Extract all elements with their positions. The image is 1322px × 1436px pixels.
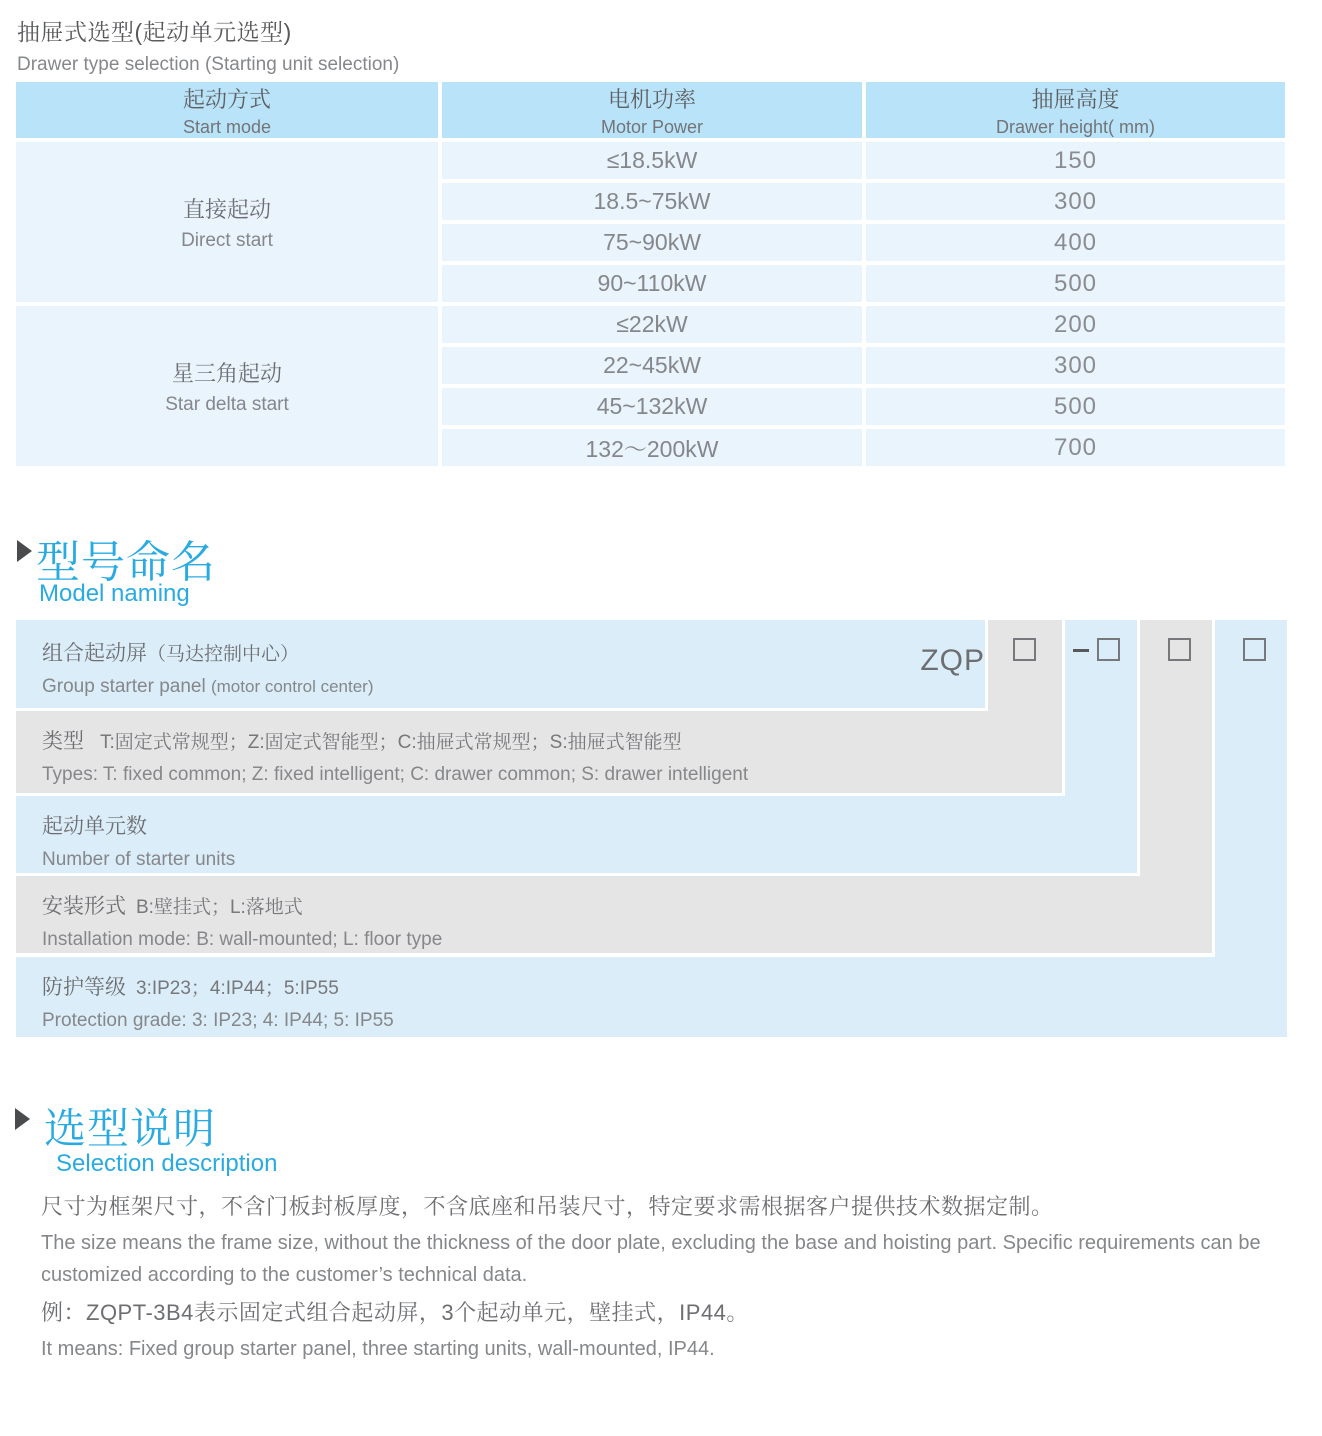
header-start-mode-zh: 起动方式 xyxy=(182,86,271,112)
power-cell: 75~90kW xyxy=(442,224,862,261)
power-cell: 132～200kW xyxy=(442,429,862,466)
power-cell: 22~45kW xyxy=(442,347,862,384)
model-code-prefix: ZQP xyxy=(920,644,985,677)
section-bullet-icon xyxy=(15,1108,30,1130)
mode-star-delta-en: Star delta start xyxy=(165,393,289,415)
table-header-drawer-height xyxy=(866,82,1285,138)
height-cell: 300 xyxy=(866,347,1285,384)
power-cell: ≤18.5kW xyxy=(442,142,862,179)
code-box-installation-icon xyxy=(1168,638,1191,661)
power-cell: 18.5~75kW xyxy=(442,183,862,220)
row1-en: Group starter panel (motor control center) xyxy=(42,676,374,697)
section-bullet-icon xyxy=(17,540,32,562)
table-header-start-mode xyxy=(16,82,438,138)
table-header-motor-power xyxy=(442,82,862,138)
drawer-selection-table xyxy=(16,82,1285,466)
header-drawer-height-zh: 抽屉高度 xyxy=(1031,86,1120,112)
diagram-row-type xyxy=(16,711,1062,793)
height-cell: 400 xyxy=(866,224,1285,261)
code-box-units-icon xyxy=(1097,638,1120,661)
mode-star-delta-zh: 星三角起动 xyxy=(171,360,282,386)
row1-en-sub: (motor control center) xyxy=(210,677,374,696)
mode-cell-direct-start xyxy=(16,142,438,302)
page-title-en: Drawer type selection (Starting unit selection) xyxy=(17,54,400,75)
height-cell: 300 xyxy=(866,183,1285,220)
row2-zh: 类型 T:固定式常规型；Z:固定式智能型；C:抽屉式常规型；S:抽屉式智能型 xyxy=(42,730,682,753)
code-column-type xyxy=(988,620,1062,711)
model-naming-heading-en: Model naming xyxy=(39,580,190,607)
mode-cell-star-delta xyxy=(16,306,438,466)
desc-line2-zh: 例：ZQPT-3B4表示固定式组合起动屏，3个起动单元，壁挂式，IP44。 xyxy=(41,1300,749,1325)
selection-description-body xyxy=(41,1190,1293,1370)
diagram-row-starter-units xyxy=(16,796,1137,873)
desc-line1-en: The size means the frame size, without the thickness of the door plate, excluding the base and hoisting part. Specific requirements can be customized according to the customer’s technical data. xyxy=(41,1232,1261,1286)
selection-description-heading-en: Selection description xyxy=(56,1150,278,1177)
desc-line2-en: It means: Fixed group starter panel, three starting units, wall-mounted, IP44. xyxy=(41,1338,715,1360)
diagram-row-installation-mode xyxy=(16,876,1212,953)
row5-zh-detail: 3:IP23；4:IP44；5:IP55 xyxy=(136,978,339,999)
header-start-mode-en: Start mode xyxy=(182,116,272,137)
row4-en: Installation mode: B: wall-mounted; L: floor type xyxy=(42,929,443,950)
header-drawer-height-en: Drawer height( mm) xyxy=(995,116,1156,137)
code-box-protection-icon xyxy=(1243,638,1266,661)
height-cell: 700 xyxy=(866,429,1285,466)
code-column-protection xyxy=(1215,620,1287,957)
code-box-type-icon xyxy=(1013,638,1036,661)
row2-en: Types: T: fixed common; Z: fixed intelligent; C: drawer common; S: drawer intelligent xyxy=(42,764,749,785)
row1-zh: 组合起动屏（马达控制中心） xyxy=(42,642,300,665)
row2-zh-detail: T:固定式常规型；Z:固定式智能型；C:抽屉式常规型；S:抽屉式智能型 xyxy=(100,732,682,753)
mode-direct-en: Direct start xyxy=(181,229,273,251)
code-dash-icon xyxy=(1073,649,1089,652)
selection-description-heading-zh: 选型说明 xyxy=(44,1105,217,1152)
row5-en: Protection grade: 3: IP23; 4: IP44; 5: IP55 xyxy=(42,1010,394,1031)
power-cell: ≤22kW xyxy=(442,306,862,343)
height-cell: 500 xyxy=(866,388,1285,425)
desc-line1-zh: 尺寸为框架尺寸，不含门板封板厚度，不含底座和吊装尺寸，特定要求需根据客户提供技术数据定制。 xyxy=(41,1194,1054,1219)
height-cell: 150 xyxy=(866,142,1285,179)
row4-zh: 安装形式 B:壁挂式；L:落地式 xyxy=(42,895,303,918)
header-motor-power-en: Motor Power xyxy=(600,116,704,137)
row1-zh-sub: （马达控制中心） xyxy=(147,644,300,665)
height-cell: 200 xyxy=(866,306,1285,343)
power-cell: 45~132kW xyxy=(442,388,862,425)
diagram-row-group-starter-panel xyxy=(16,620,985,708)
height-cell: 500 xyxy=(866,265,1285,302)
row3-zh: 起动单元数 xyxy=(42,815,147,838)
row5-zh: 防护等级 3:IP23；4:IP44；5:IP55 xyxy=(42,976,339,999)
row3-en: Number of starter units xyxy=(42,849,236,870)
diagram-row-protection-grade xyxy=(16,957,1287,1037)
power-cell: 90~110kW xyxy=(442,265,862,302)
row4-zh-detail: B:壁挂式；L:落地式 xyxy=(136,897,303,918)
model-naming-diagram xyxy=(16,620,1287,1038)
page-title-zh: 抽屉式选型(起动单元选型) xyxy=(17,19,292,45)
mode-direct-zh: 直接起动 xyxy=(182,196,271,222)
page-title xyxy=(17,14,399,76)
header-motor-power-zh: 电机功率 xyxy=(607,86,696,112)
model-naming-heading-zh: 型号命名 xyxy=(36,538,216,587)
